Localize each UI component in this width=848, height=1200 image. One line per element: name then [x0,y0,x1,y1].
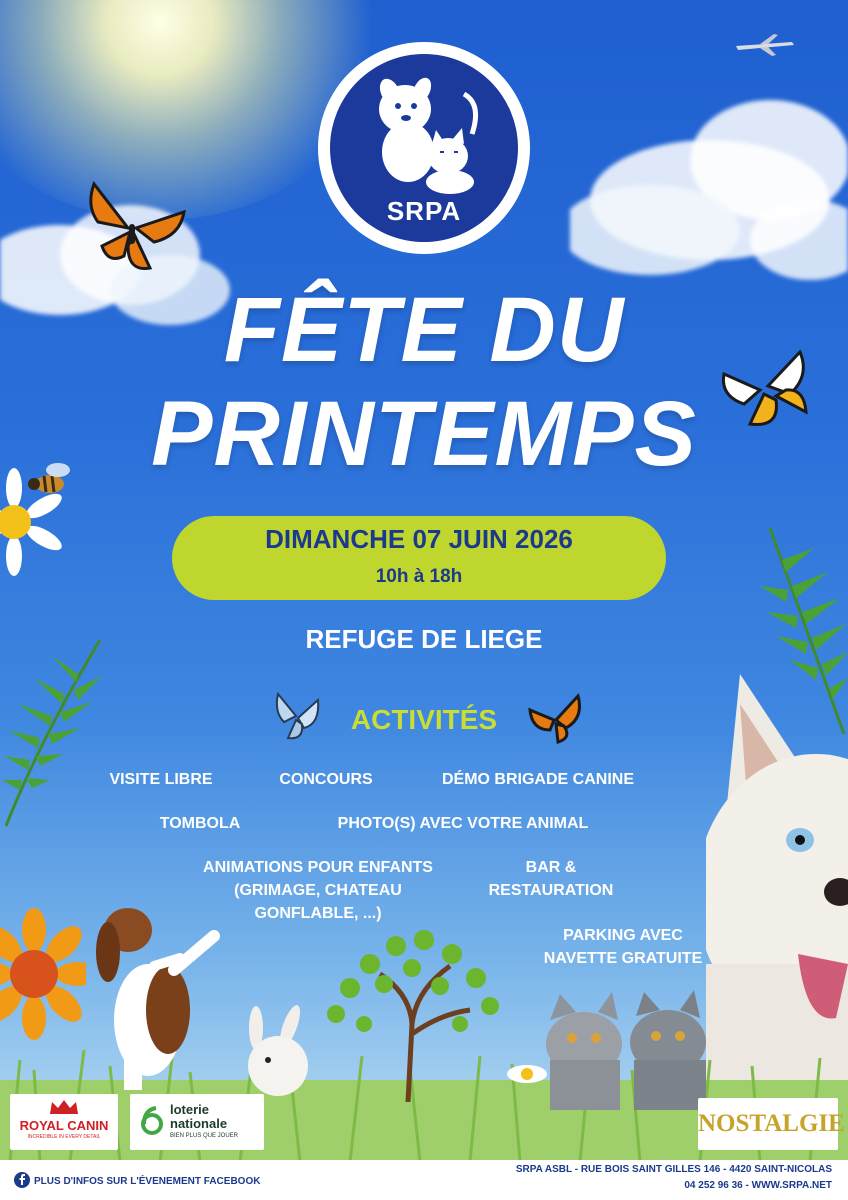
airplane-icon [734,32,796,58]
loterie-nationale-logo [130,1094,264,1150]
footer-contact: 04 252 96 36 - WWW.SRPA.NET [684,1180,832,1191]
logo-text: SRPA [386,196,462,226]
activities-heading: ACTIVITÉS [350,704,498,735]
loterie-name-line2: nationale [170,1116,228,1131]
event-title-line1: FÊTE DU [223,279,625,381]
loterie-name-line1: loterie [170,1102,210,1117]
event-venue: REFUGE DE LIEGE [305,624,543,654]
crown-icon [48,1098,80,1116]
butterfly-icon [84,176,188,272]
loterie-tagline: BIEN PLUS QUE JOUER [170,1133,239,1139]
activity-tombola: TOMBOLA [159,815,241,832]
dog-and-cat-icon [360,64,490,194]
activity-animations-line1: ANIMATIONS POUR ENFANTS [203,859,433,876]
palm-leaf-icon [0,630,110,830]
activity-concours: CONCOURS [279,771,373,788]
activity-photos: PHOTO(S) AVEC VOTRE ANIMAL [337,815,589,832]
activity-parking-line1: PARKING AVEC [563,927,683,944]
cats-image [540,990,716,1110]
activity-animations-line3: GONFLABLE, ...) [254,905,382,922]
event-title-line2: PRINTEMPS [151,383,697,485]
cloud-right [570,70,848,310]
footer-address: SRPA ASBL - RUE BOIS SAINT GILLES 146 - 4420 SAINT-NICOLAS [515,1164,832,1175]
activity-animations-line2: (GRIMAGE, CHATEAU [234,882,402,899]
activity-bar-line1: BAR & [525,859,577,876]
activity-bar [476,856,626,902]
activity-demo: DÉMO BRIGADE CANINE [441,771,634,788]
nostalgie-logo [698,1098,845,1150]
loterie-six-icon [140,1106,164,1136]
royal-canin-tagline: INCREDIBLE IN EVERY DETAIL [27,1134,101,1140]
activity-parking-line2: NAVETTE GRATUITE [543,950,703,967]
tree-icon [300,924,520,1104]
activity-bar-line2: RESTAURATION [488,882,614,899]
activity-parking [528,924,718,970]
beagle-dog-image [84,900,224,1090]
sunflower-icon [0,892,86,1042]
royal-canin-name: ROYAL CANIN [19,1118,109,1133]
facebook-info-text[interactable]: PLUS D'INFOS SUR L'ÉVENEMENT FACEBOOK [34,1176,261,1187]
nostalgie-name: NOSTALGIE [698,1110,845,1137]
event-date: DIMANCHE 07 JUIN 2026 [265,524,573,554]
facebook-icon[interactable] [14,1172,30,1188]
royal-canin-logo [10,1094,118,1150]
event-hours: 10h à 18h [375,566,463,587]
daisy-flower-icon [504,1056,550,1092]
activity-visite: VISITE LIBRE [109,771,213,788]
